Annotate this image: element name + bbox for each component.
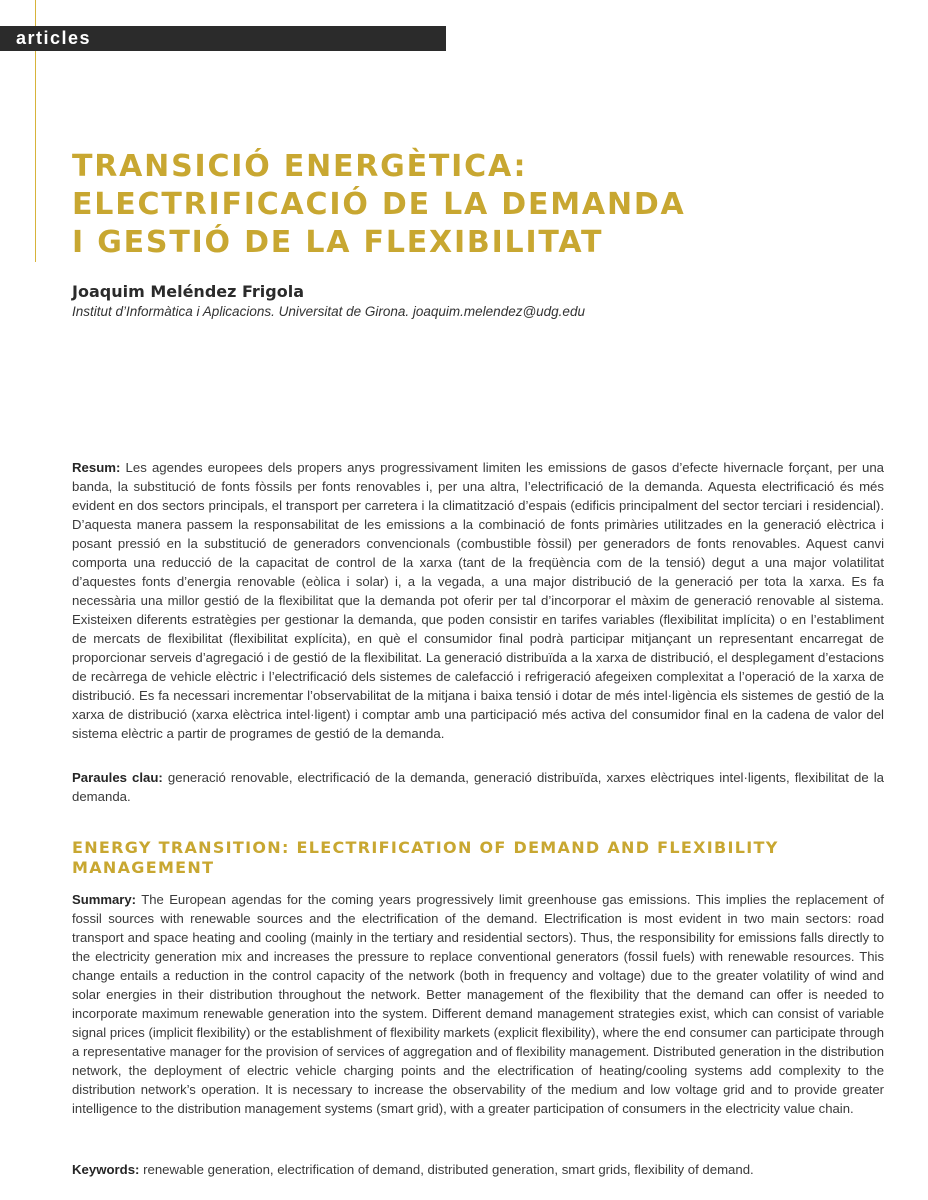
keywords-catalan-label: Paraules clau: [72,770,163,785]
abstract-english [72,890,884,1118]
keywords-english-text: renewable generation, electrification of demand, distributed generation, smart grids, flexibility of demand. [143,1162,754,1177]
keywords-catalan-text: generació renovable, electrificació de la demanda, generació distribuïda, xarxes elèctriques intel·ligents, flexibilitat de la demanda. [72,770,884,804]
title-line: TRANSICIÓ ENERGÈTICA: [72,149,528,184]
keywords-english-label: Keywords: [72,1162,140,1177]
abstract-label: Resum: [72,460,121,475]
author-name: Joaquim Meléndez Frigola [72,282,305,301]
title-line: ELECTRIFICACIÓ DE LA DEMANDA [72,187,686,222]
summary-text: The European agendas for the coming years progressively limit greenhouse gas emissions. This implies the replacement of fossil sources with renewable sources and the electrification of the demand. Electrification is most evident in two main sectors: road transport and space heating and cooling (mainly in the tertiary and residential sectors). Thus, the responsibility for emissions falls directly to the electricity generation mix and increases the pressure to replace conventional generators (fossil fuels) with renewable resources. This change entails a reduction in the control capacity of the network (both in frequency and voltage) due to the greater volatility of wind and solar energies in their distribution throughout the network. Better management of the flexibility that the demand can offer is needed to incorporate maximum renewable generation into the system. Different demand management strategies exist, which can consist of variable signal prices (implicit flexibility) or the establishment of flexibility markets (explicit flexibility), where the end consumer can participate through a representative manager for the provision of services of aggregation and of flexibility management. Distributed generation in the distribution network, the deployment of electric vehicle charging points and the electrification of heating/cooling systems add complexity to the distribution network’s operation. It is necessary to increase the observability of the medium and low voltage grid and to provide greater intelligence to the distribution management systems (smart grid), with a greater participation of consumers in the electricity value chain. [72,892,884,1116]
section-label: articles [16,28,92,48]
abstract-catalan [72,458,884,743]
author-affiliation: Institut d’Informàtica i Aplicacions. Universitat de Girona. joaquim.melendez@udg.edu [72,304,585,319]
keywords-catalan [72,768,884,806]
title-line: I GESTIÓ DE LA FLEXIBILITAT [72,225,604,260]
section-header-bar [0,26,446,51]
english-title: ENERGY TRANSITION: ELECTRIFICATION OF DEMAND AND FLEXIBILITY MANAGEMENT [72,838,779,877]
summary-label: Summary: [72,892,137,907]
abstract-text: Les agendes europees dels propers anys progressivament limiten les emissions de gasos d’efecte hivernacle forçant, per una banda, la substitució de fonts fòssils per fonts renovables i, per una altra, l’electrificació de la demanda. Aquesta electrificació és més evident en dos sectors principals, el transport per carretera i la climatització d’espais (edificis principalment del sector terciari i residencial). D’aquesta manera passem la responsabilitat de les emissions a la combinació de fonts primàries utilitzades en la generació elèctrica i posant pressió en la substitució de generadors convencionals (combustible fòssil) per generadors de fonts renovables. Aquest canvi comporta una reducció de la capacitat de control de la xarxa (tant de la freqüència com de la tensió) degut a una major volatilitat d’aquestes fonts d’energia renovable (eòlica i solar) i, a la vegada, a una major distribució de la generació per tota la xarxa. Es fa necessària una millor gestió de la flexibilitat que la demanda pot oferir per tal d’incorporar el màxim de generació renovable al sistema. Existeixen diferents estratègies per gestionar la demanda, que poden consistir en tarifes variables (flexibilitat implícita) o en l’establiment de mercats de flexibilitat (flexibilitat explícita), en què el consumidor final podrà participar mitjançant un representant encarregat de proporcionar serveis d’agregació i de gestió de la flexibilitat. La generació distribuïda a la xarxa de distribució, el desplegament d’estacions de recàrrega de vehicle elèctric i l’electrificació dels sistemes de calefacció i refrigeració afegeixen complexitat a l’operació de la xarxa de distribució. Es fa necessari incrementar l’observabilitat de la mitjana i baixa tensió i dotar de més intel·ligència els sistemes de gestió de la xarxa de distribució (xarxa elèctrica intel·ligent) i comptar amb una participació més activa del consumidor final en la cadena de valor del sistema elèctric a partir de programes de gestió de la demanda. [72,460,885,741]
article-title [72,148,832,262]
keywords-english [72,1160,884,1179]
